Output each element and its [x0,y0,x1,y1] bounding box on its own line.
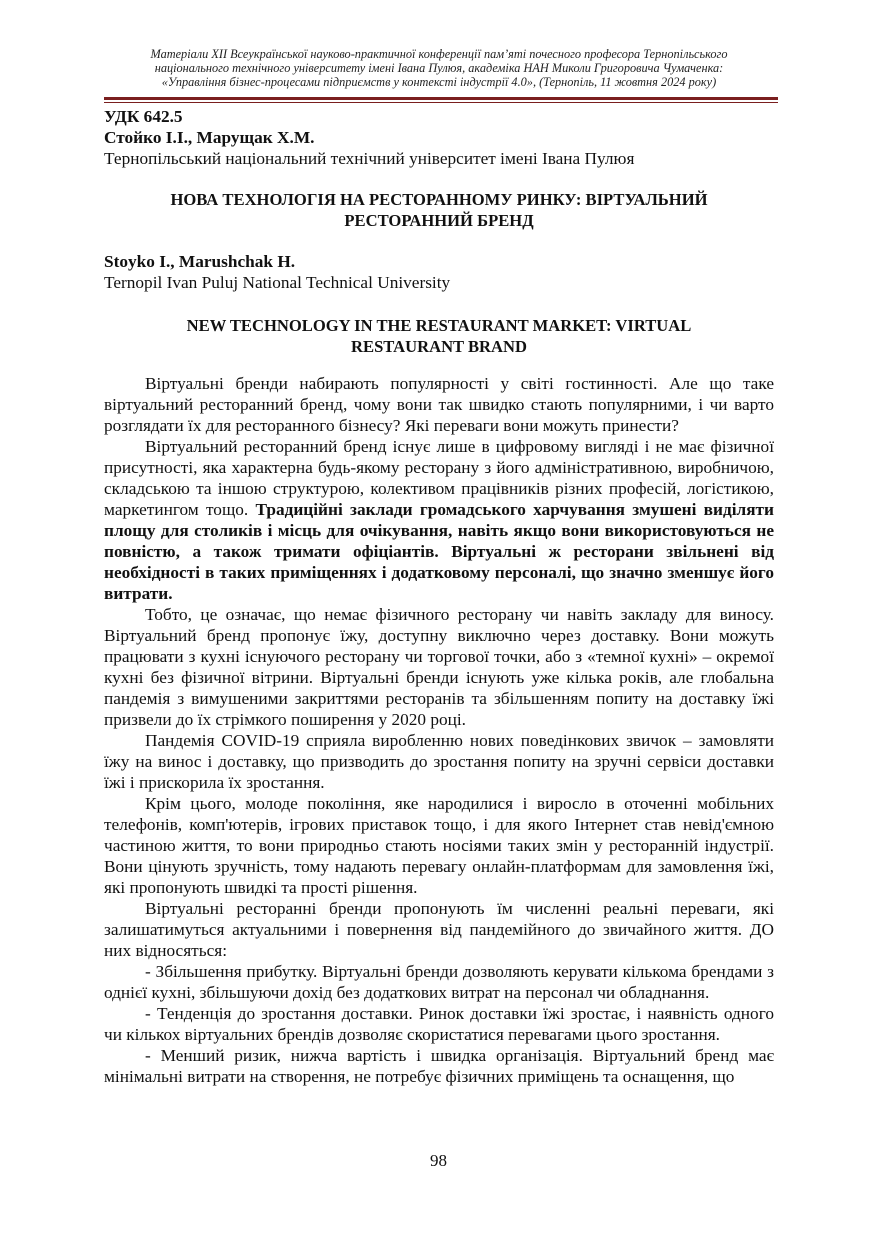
paragraph-2-text: Віртуальний ресторанний бренд існує лише в цифровому вигляді і не має фізичної присутності, яка характерна будь-якому ресторану з його адміністративною, виробничою, складською та іншою структурою, колективом працівників різних професій, логістикою, маркетингом тощо. [104,437,774,519]
running-header-line-3: «Управління бізнес-процесами підприємств у контексті індустрії 4.0», (Тернопіль, 11 жовтня 2024 року) [161,75,717,89]
list-item-2: - Тенденція до зростання доставки. Ринок доставки їжі зростає, і наявність одного чи кількох віртуальних брендів дозволяє скористатися перевагами цього зростання. [104,1004,774,1044]
paragraph-1: Віртуальні бренди набирають популярності у світі гостинності. Але що таке віртуальний ресторанний бренд, чому вони так швидко стають популярними, і чи варто розглядати їх для ресторанного бізнесу? Які переваги вони можуть принести? [104,374,774,435]
list-item-1: - Збільшення прибутку. Віртуальні бренди дозволяють керувати кількома брендами з однієї кухні, збільшуючи дохід без додаткових витрат на персонал чи обладнання. [104,962,774,1002]
paragraph-2-bold-text: Традиційні заклади громадського харчування змушені виділяти площу для столиків і місць для очікування, навіть якщо вони використовуються не повністю, а також тримати офіціантів. Віртуальні ж ресторани звільнені від необхідності в таких приміщеннях і додатковому персоналі, що значно зменшує його витрати. [104,500,775,603]
title-english-line-1: NEW TECHNOLOGY IN THE RESTAURANT MARKET: VIRTUAL [186,316,692,335]
page-number: 98 [430,1151,447,1170]
header-rule-thin [104,102,778,103]
paragraph-4: Пандемія COVID-19 сприяла виробленню нових поведінкових звичок – замовляти їжу на винос і доставку, що призводить до зростання попиту на зручні сервіси доставки їжі і прискорила їх зростання. [104,731,774,792]
affiliation-english: Ternopil Ivan Puluj National Technical University [104,273,451,292]
paragraph-3: Тобто, це означає, що немає фізичного ресторану чи навіть закладу для виносу. Віртуальний бренд пропонує їжу, доступну виключно через доставку. Вони можуть працювати з кухні існуючого ресторану чи торгової точки, або з «темної кухні» – окремої кухні без фізичної вітрини. Віртуальні бренди існують уже кілька років, але глобальна пандемія з вимушеними закриттями ресторанів та збільшенням попиту на доставку їжі призвели до їх стрімкого поширення у 2020 році. [104,605,774,729]
running-header-line-1: Матеріали XII Всеукраїнської науково-практичної конференції пам’яті почесного професора Тернопільського [150,47,728,61]
paragraph-6: Віртуальні ресторанні бренди пропонують їм численні реальні переваги, які залишатимуться актуальними і повернення від пандемійного до звичайного життя. ДО них відносяться: [104,899,774,960]
article-body [104,373,774,1087]
paragraph-2 [104,436,774,604]
title-ukrainian-line-1: НОВА ТЕХНОЛОГІЯ НА РЕСТОРАННОМУ РИНКУ: ВІРТУАЛЬНИЙ [170,190,708,209]
header-rule-thick [104,97,778,100]
list-item-3: - Менший ризик, нижча вартість і швидка організація. Віртуальний бренд має мінімальні витрати на створення, не потребує фізичних приміщень та оснащення, що [104,1046,774,1086]
running-header [104,47,774,89]
udc-code: УДК 642.5 [104,107,183,126]
title-ukrainian-line-2: РЕСТОРАННИЙ БРЕНД [344,211,534,230]
title-english [104,315,774,357]
title-english-line-2: RESTAURANT BRAND [351,337,527,356]
title-ukrainian [104,189,774,231]
authors-english: Stoyko I., Marushchak H. [104,252,296,271]
authors-ukrainian: Стойко І.І., Марущак Х.М. [104,128,315,147]
paragraph-5: Крім цього, молоде покоління, яке народилися і виросло в оточенні мобільних телефонів, комп'ютерів, ігрових приставок тощо, і для якого Інтернет став невід'ємною частиною життя, то вони природньо стають носіями таких змін у ресторанній індустрії. Вони цінують зручність, тому надають перевагу онлайн-платформам для замовлення їжі, які пропонують швидкі та прості рішення. [104,794,774,897]
running-header-line-2: національного технічного університету імені Івана Пулюя, академіка НАН Миколи Григоровича Чумаченка: [154,61,724,75]
affiliation-ukrainian: Тернопільський національний технічний університет імені Івана Пулюя [104,149,635,168]
